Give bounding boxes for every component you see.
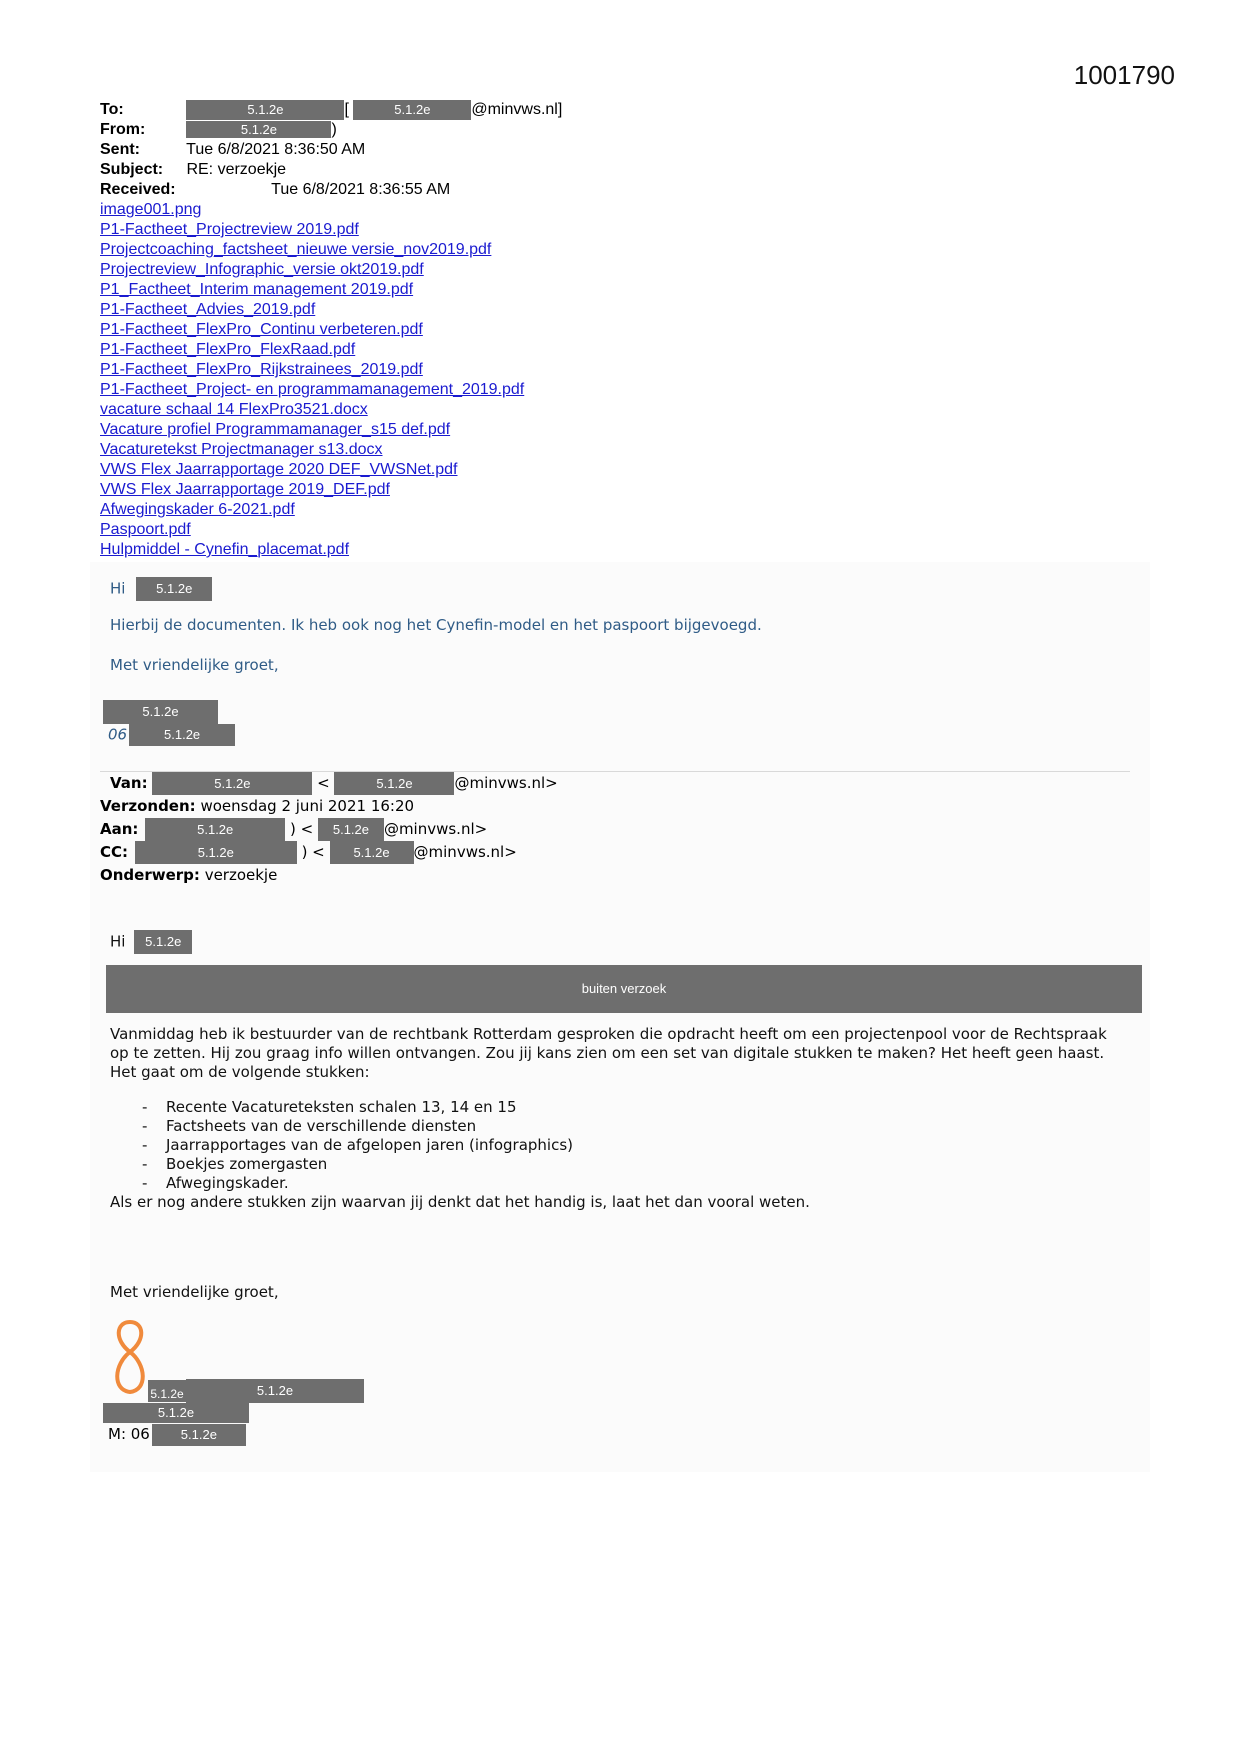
email-suffix: @minvws.nl> <box>413 843 517 861</box>
list-item: - Factsheets van de verschillende diensten <box>110 1117 1130 1136</box>
from-label: From: <box>100 121 146 138</box>
onderwerp-row <box>100 864 558 887</box>
list-item: - Recente Vacatureteksten schalen 13, 14 en 15 <box>110 1098 1130 1117</box>
redaction: 5.1.2e <box>152 772 312 795</box>
reply-signature <box>103 700 218 724</box>
original-body <box>110 1025 1130 1212</box>
aan-label: Aan: <box>100 820 139 838</box>
attachment-link[interactable]: VWS Flex Jaarrapportage 2020 DEF_VWSNet.pdf <box>100 461 458 478</box>
subject-value: RE: verzoekje <box>186 161 287 178</box>
list-item: - Jaarrapportages van de afgelopen jaren (infographics) <box>110 1136 1130 1155</box>
aan-row: Aan: 5.1.2e ) < 5.1.2e @minvws.nl> <box>100 818 558 841</box>
van-label: Van: <box>110 774 148 792</box>
redaction: 5.1.2e <box>135 841 297 864</box>
original-greeting: Hi <box>110 932 126 951</box>
to-row <box>100 100 562 120</box>
attachment-link[interactable]: P1-Factheet_FlexPro_Rijkstrainees_2019.pdf <box>100 361 423 378</box>
attachment-link[interactable]: P1-Factheet_Projectreview 2019.pdf <box>100 221 359 238</box>
reply-greeting-line <box>110 577 212 601</box>
signature-name <box>148 1379 364 1403</box>
redaction: 5.1.2e <box>186 1379 364 1403</box>
attachment-link[interactable]: P1-Factheet_Advies_2019.pdf <box>100 301 316 318</box>
original-greeting-line <box>110 930 1130 954</box>
attachment-link[interactable]: Vacaturetekst Projectmanager s13.docx <box>100 441 383 458</box>
sent-value: Tue 6/8/2021 8:36:50 AM <box>186 141 366 158</box>
original-header <box>100 772 558 887</box>
email-suffix: @minvws.nl> <box>454 774 558 792</box>
email-header <box>100 100 562 200</box>
verzonden-value: woensdag 2 juni 2021 16:20 <box>200 797 415 815</box>
attachment-link[interactable]: Projectreview_Infographic_versie okt2019.pdf <box>100 261 424 278</box>
attachment-link[interactable]: image001.png <box>100 201 202 218</box>
phone-prefix: 06 <box>108 725 128 744</box>
attachment-link[interactable]: P1-Factheet_FlexPro_Continu verbeteren.pdf <box>100 321 423 338</box>
redaction: 5.1.2e <box>186 121 331 138</box>
attachment-link[interactable]: Afwegingskader 6-2021.pdf <box>100 501 295 518</box>
attachment-link[interactable]: Projectcoaching_factsheet_nieuwe versie_nov2019.pdf <box>100 241 492 258</box>
signature-title <box>103 1403 249 1423</box>
reply-greeting: Hi <box>110 579 126 598</box>
sent-label: Sent: <box>100 141 140 158</box>
redaction: 5.1.2e <box>152 1424 246 1446</box>
document-number: 1001790 <box>1073 60 1175 90</box>
after-list-text: Als er nog andere stukken zijn waarvan jij denkt dat het handig is, laat het dan vooral weten. <box>110 1193 810 1211</box>
list-item: - Afwegingskader. <box>110 1174 1130 1193</box>
attachment-link[interactable]: P1_Factheet_Interim management 2019.pdf <box>100 281 414 298</box>
attachment-link[interactable]: vacature schaal 14 FlexPro3521.docx <box>100 401 368 418</box>
attachment-link[interactable]: Paspoort.pdf <box>100 521 191 538</box>
redaction: 5.1.2e <box>330 841 414 864</box>
reply-phone <box>108 724 235 746</box>
redaction: 5.1.2e <box>186 100 344 120</box>
redaction: 5.1.2e <box>103 700 218 724</box>
reply-body-text: Hierbij de documenten. Ik heb ook nog het Cynefin-model en het paspoort bijgevoegd. <box>110 616 762 634</box>
cc-row: CC: 5.1.2e ) < 5.1.2e @minvws.nl> <box>100 841 558 864</box>
received-value: Tue 6/8/2021 8:36:55 AM <box>271 181 451 198</box>
paren: ) <box>331 121 337 138</box>
original-paragraph: Vanmiddag heb ik bestuurder van de rechtbank Rotterdam gesproken die opdracht heeft om een projectenpool voor de Rechtspraak op te zetten. Hij zou graag info willen ontvangen. Zou jij kans zien om een set van digitale stukken te maken? Het heeft geen haast. Het gaat om de volgende stukken: <box>110 1025 1107 1081</box>
original-closing: Met vriendelijke groet, <box>110 1283 279 1301</box>
redaction: 5.1.2e <box>103 1403 249 1423</box>
onderwerp-value: verzoekje <box>204 866 278 884</box>
redaction-banner: buiten verzoek <box>106 965 1142 1013</box>
requested-items <box>110 1098 1130 1193</box>
to-domain: @minvws.nl] <box>471 101 563 119</box>
redaction: 5.1.2e <box>334 772 454 795</box>
signature-mobile <box>108 1423 246 1446</box>
email-suffix: @minvws.nl> <box>383 820 488 838</box>
to-label: To: <box>100 101 124 119</box>
attachment-link[interactable]: P1-Factheet_Project- en programmamanagement_2019.pdf <box>100 381 525 398</box>
cc-label: CC: <box>100 843 129 861</box>
subject-row <box>100 160 562 180</box>
attachment-link[interactable]: VWS Flex Jaarrapportage 2019_DEF.pdf <box>100 481 390 498</box>
sent-row <box>100 140 562 160</box>
from-row <box>100 120 562 140</box>
redaction: 5.1.2e <box>134 930 192 954</box>
reply-closing: Met vriendelijke groet, <box>110 656 279 674</box>
verzonden-label: Verzonden: <box>100 797 196 815</box>
received-row <box>100 180 562 200</box>
redaction: 5.1.2e <box>129 724 235 746</box>
logo-icon <box>108 1318 152 1401</box>
redaction: 5.1.2e <box>353 100 471 120</box>
attachment-link[interactable]: P1-Factheet_FlexPro_FlexRaad.pdf <box>100 341 356 358</box>
redaction: 5.1.2e <box>145 818 285 841</box>
redaction: 5.1.2e <box>148 1380 186 1402</box>
subject-label: Subject: <box>100 161 164 178</box>
mobile-label: M: 06 <box>108 1425 150 1443</box>
attachment-list <box>100 200 524 560</box>
message-body-area <box>90 562 1150 1472</box>
onderwerp-label: Onderwerp: <box>100 866 200 884</box>
redaction: 5.1.2e <box>136 577 212 601</box>
attachment-link[interactable]: Vacature profiel Programmamanager_s15 def.pdf <box>100 421 451 438</box>
van-row: Van: 5.1.2e < 5.1.2e @minvws.nl> <box>100 772 558 795</box>
bracket: [ <box>344 101 349 119</box>
list-item: - Boekjes zomergasten <box>110 1155 1130 1174</box>
received-label: Received: <box>100 181 176 198</box>
redaction: 5.1.2e <box>318 818 384 841</box>
verzonden-row <box>100 795 558 818</box>
attachment-link[interactable]: Hulpmiddel - Cynefin_placemat.pdf <box>100 541 350 558</box>
